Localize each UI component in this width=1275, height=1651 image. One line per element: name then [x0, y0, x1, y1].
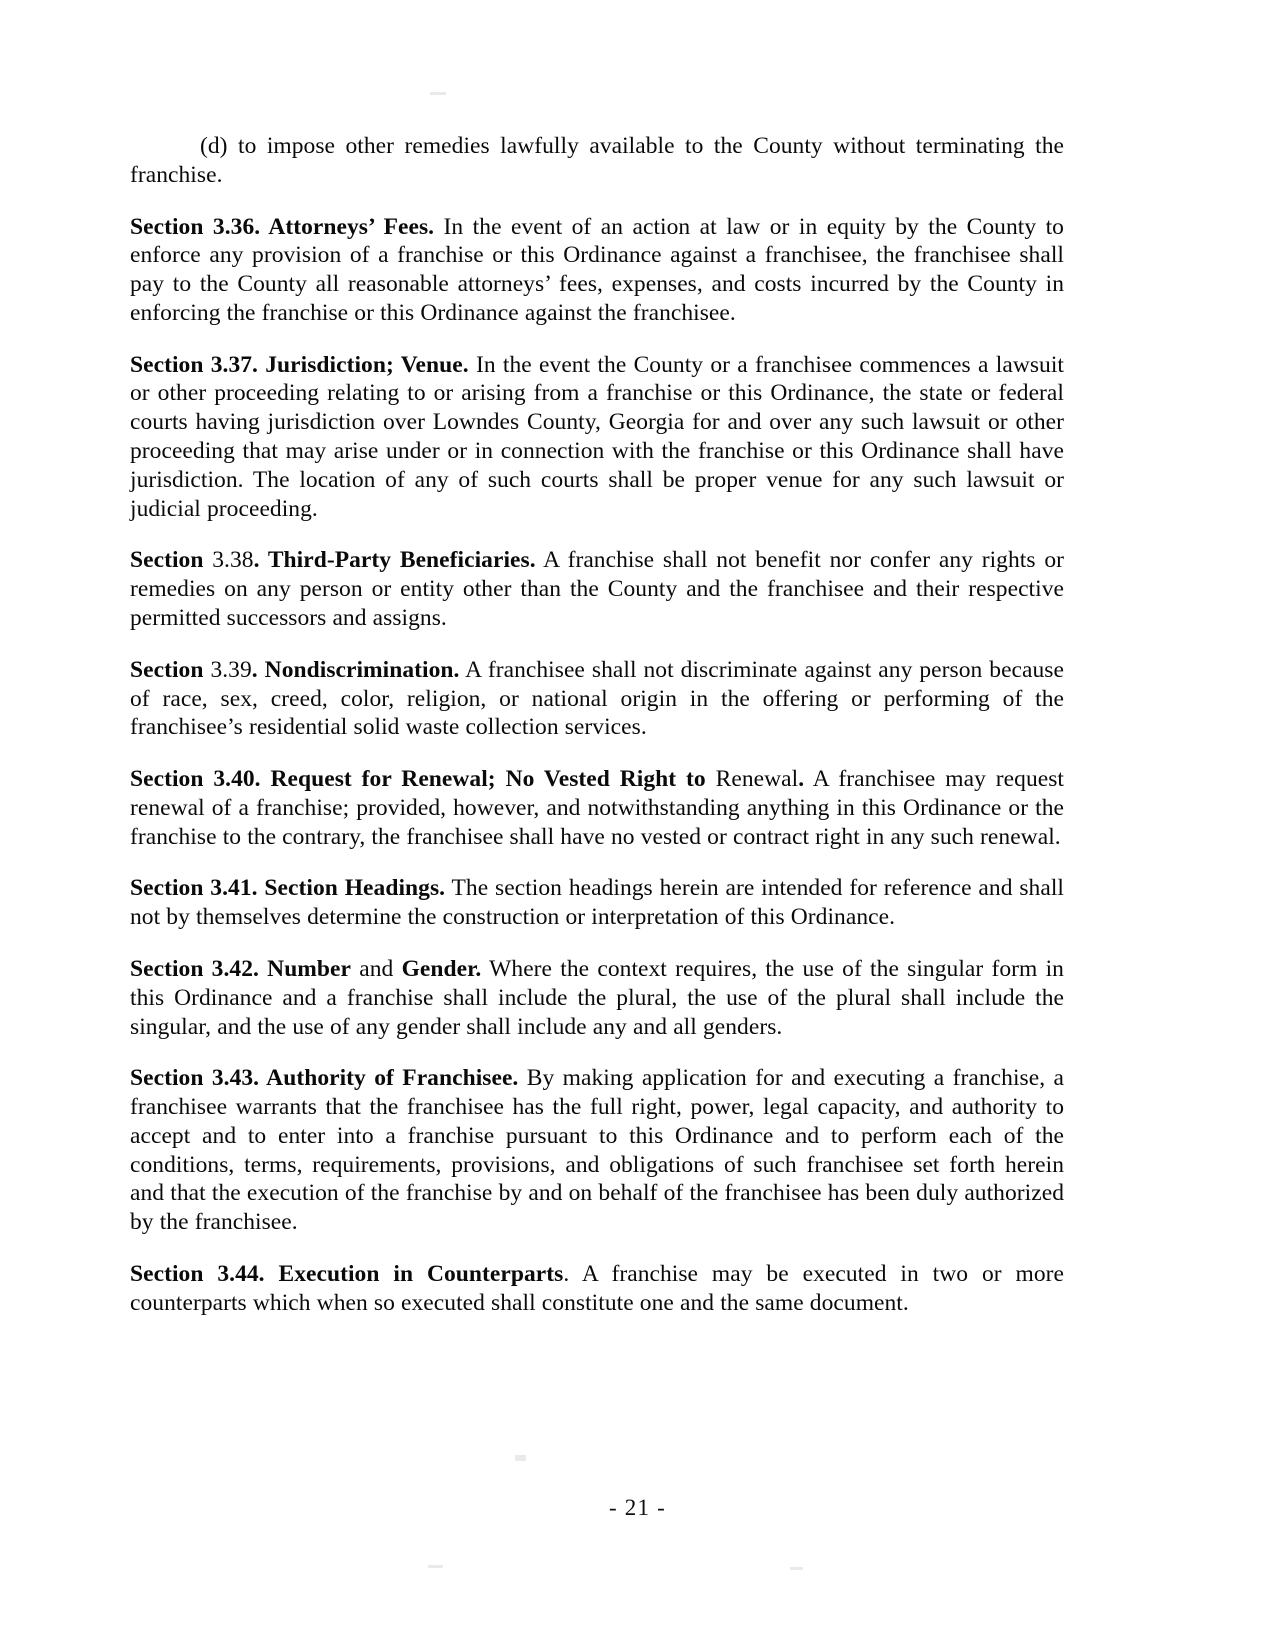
paragraph-section-3-40	[130, 765, 1064, 851]
paragraph-section-3-42	[130, 955, 1064, 1041]
section-heading-run-2-0: Section 3.37. Jurisdiction; Venue.	[130, 351, 469, 378]
section-heading-run-5-0: Section 3.40. Request for Renewal; No Vested Right to	[130, 766, 706, 793]
section-heading-run-7-0: Section 3.42. Number	[130, 955, 352, 982]
page-number: - 21 -	[608, 1495, 667, 1520]
section-heading-run-4-2: . Nondiscrimination.	[251, 656, 460, 683]
body-text-run-6-1: The section headings herein are intended for reference and shall not by themselves determine the construction or interpretation of this Ordinance.	[130, 875, 1064, 931]
body-text-run-7-1: and	[351, 955, 402, 982]
section-heading-run-3-0: Section	[130, 547, 204, 574]
body-text-run-3-3: A franchise shall not benefit nor confer any rights or remedies on any person or entity other than the County and the franchisee and their respective permitted successors and assigns.	[130, 547, 1064, 631]
section-heading-run-7-2: Gender.	[401, 955, 482, 982]
body-text-run-0-0: (d) to impose other remedies lawfully available to the County without terminating the franchise.	[130, 133, 1064, 188]
paragraph-clause-d	[130, 132, 1064, 190]
section-heading-run-3-2: . Third-Party Beneficiaries.	[253, 547, 536, 574]
scan-artifact-bottom-left	[428, 1565, 443, 1568]
section-heading-run-6-0: Section 3.41. Section Headings.	[130, 875, 446, 902]
body-text-run-5-3: A franchisee may request renewal of a franchise; provided, however, and notwithstanding anything in this Ordinance or the franchise to the contrary, the franchisee shall have no vested or contract right in any such renewal.	[130, 766, 1065, 850]
body-text-run-7-3: Where the context requires, the use of the singular form in this Ordinance and a franchise shall include the plural, the use of the plural shall include the singular, and the use of any gender shall include any and all genders.	[130, 955, 1064, 1040]
paragraph-section-3-38	[130, 546, 1064, 632]
section-heading-run-8-0: Section 3.43. Authority of Franchisee.	[130, 1065, 519, 1092]
scan-artifact-footer	[515, 1455, 526, 1461]
paragraph-section-3-44	[130, 1260, 1064, 1318]
scan-artifact-top	[430, 92, 446, 95]
paragraph-section-3-39	[130, 656, 1064, 742]
body-text-run-1-1: In the event of an action at law or in equity by the County to enforce any provision of a franchise or this Ordinance against a franchisee, the franchisee shall pay to the County all reasonable attorneys’ fees, expenses, and costs incurred by the County in enforcing the franchise or this Ordinance against the franchisee.	[130, 213, 1064, 326]
scan-artifact-bottom-right	[790, 1567, 803, 1570]
body-text-run-9-1: . A franchise may be executed in two or more counterparts which when so executed shall constitute one and the same document.	[130, 1261, 1065, 1316]
body-text-run-5-1: Renewal	[705, 766, 799, 793]
section-heading-run-5-2: .	[798, 766, 805, 793]
section-heading-run-9-0: Section 3.44. Execution in Counterparts	[130, 1261, 564, 1287]
section-heading-run-4-0: Section	[130, 656, 204, 683]
body-text-run-4-1: 3.39	[203, 656, 252, 683]
paragraph-section-3-41	[130, 874, 1064, 932]
section-heading-run-1-0: Section 3.36. Attorneys’ Fees.	[130, 213, 435, 240]
paragraph-section-3-36	[130, 213, 1064, 328]
body-text-run-2-1: In the event the County or a franchisee commences a lawsuit or other proceeding relating to or arising from a franchise or this Ordinance, the state or federal courts having jurisdiction over Lowndes County, Georgia for and over any such lawsuit or other proceeding that may arise under or in connection with the franchise or this Ordinance shall have jurisdiction. The location of any of such courts shall be proper venue for any such lawsuit or judicial proceeding.	[130, 351, 1064, 522]
paragraph-section-3-43	[130, 1064, 1064, 1237]
body-text-run-8-1: By making application for and executing a franchise, a franchisee warrants that the franchisee has the full right, power, legal capacity, and authority to accept and to enter into a franchise pursuant to this Ordinance and to perform each of the conditions, terms, requirements, provisions, and obligations of such franchisee set forth herein and that the execution of the franchise by and on behalf of the franchisee has been duly authorized by the franchisee.	[130, 1065, 1065, 1236]
body-text-run-3-1: 3.38	[203, 547, 254, 574]
body-text-run-4-3: A franchisee shall not discriminate against any person because of race, sex, creed, color, religion, or national origin in the offering or performing of the franchisee’s residential solid waste collection services.	[130, 656, 1064, 741]
document-body	[130, 132, 1064, 1318]
paragraph-section-3-37	[130, 351, 1064, 524]
